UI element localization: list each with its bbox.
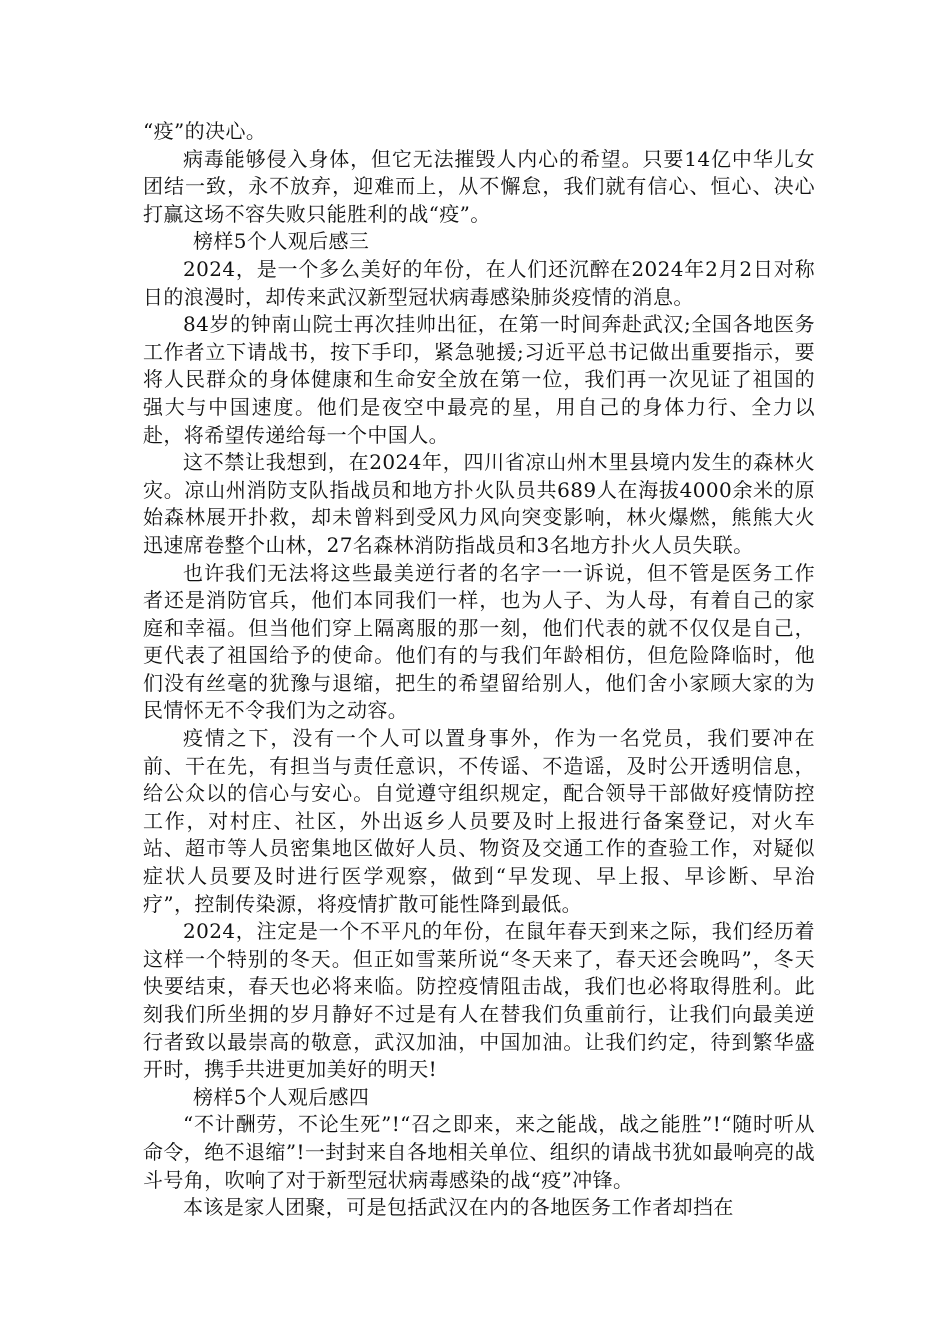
paragraph: 2024，注定是一个不平凡的年份，在鼠年春天到来之际，我们经历着这样一个特别的冬天。但正如雪莱所说“冬天来了，春天还会晚吗”，冬天快要结束，春天也必将来临。防控疫情阻击战，我们也必将取得胜利。此刻我们所坐拥的岁月静好不过是有人在替我们负重前行，让我们向最美逆行者致以最崇高的敬意，武汉加油，中国加油。让我们约定，待到繁华盛开时，携手共进更加美好的明天! (143, 919, 815, 1082)
paragraph: “不计酬劳，不论生死”!“召之即来，来之能战，战之能胜”!“随时听从命令，绝不退缩”!一封封来自各地相关单位、组织的请战书犹如最响亮的战斗号角，吹响了对于新型冠状病毒感染的战“疫”冲锋。 (143, 1112, 815, 1192)
paragraph: 2024，是一个多么美好的年份，在人们还沉醉在2024年2月2日对称日的浪漫时，却传来武汉新型冠状病毒感染肺炎疫情的消息。 (143, 256, 815, 309)
section-heading-4: 榜样5个人观后感四 (193, 1084, 370, 1109)
paragraph: 疫情之下，没有一个人可以置身事外，作为一名党员，我们要冲在前、干在先，有担当与责任意识，不传谣、不造谣，及时公开透明信息，给公众以的信心与安心。自觉遵守组织规定，配合领导干部做好疫情防控工作，对村庄、社区，外出返乡人员要及时上报进行备案登记，对火车站、超市等人员密集地区做好人员、物资及交通工作的查验工作，对疑似症状人员要及时进行医学观察，做到“早发现、早上报、早诊断、早治疗”，控制传染源，将疫情扩散可能性降到最低。 (143, 726, 815, 916)
paragraph: 84岁的钟南山院士再次挂帅出征，在第一时间奔赴武汉;全国各地医务工作者立下请战书，按下手印，紧急驰援;习近平总书记做出重要指示，要将人民群众的身体健康和生命安全放在第一位，我们再一次见证了祖国的强大与中国速度。他们是夜空中最亮的星，用自己的身体力行、全力以赴，将希望传递给每一个中国人。 (143, 312, 815, 447)
paragraph: 本该是家人团聚，可是包括武汉在内的各地医务工作者却挡在 (183, 1195, 734, 1220)
section-heading-3: 榜样5个人观后感三 (193, 229, 370, 254)
paragraph: 也许我们无法将这些最美逆行者的名字一一诉说，但不管是医务工作者还是消防官兵，他们本同我们一样，也为人子、为人母，有着自己的家庭和幸福。但当他们穿上隔离服的那一刻，他们代表的就不仅仅是自己，更代表了祖国给予的使命。他们有的与我们年龄相仿，但危险降临时，他们没有丝毫的犹豫与退缩，把生的希望留给别人，他们舍小家顾大家的为民情怀无不令我们为之动容。 (143, 560, 815, 723)
paragraph: 病毒能够侵入身体，但它无法摧毁人内心的希望。只要14亿中华儿女团结一致，永不放弃，迎难而上，从不懈怠，我们就有信心、恒心、决心打赢这场不容失败只能胜利的战“疫”。 (143, 146, 815, 226)
paragraph: 这不禁让我想到，在2024年，四川省凉山州木里县境内发生的森林火灾。凉山州消防支队指战员和地方扑火队员共689人在海拔4000余米的原始森林展开扑救，却未曾料到受风力风向突变影响，林火爆燃，熊熊大火迅速席卷整个山林，27名森林消防指战员和3名地方扑火人员失联。 (143, 450, 815, 557)
document-body (143, 118, 815, 1222)
paragraph-continuation: “疫”的决心。 (143, 119, 267, 143)
